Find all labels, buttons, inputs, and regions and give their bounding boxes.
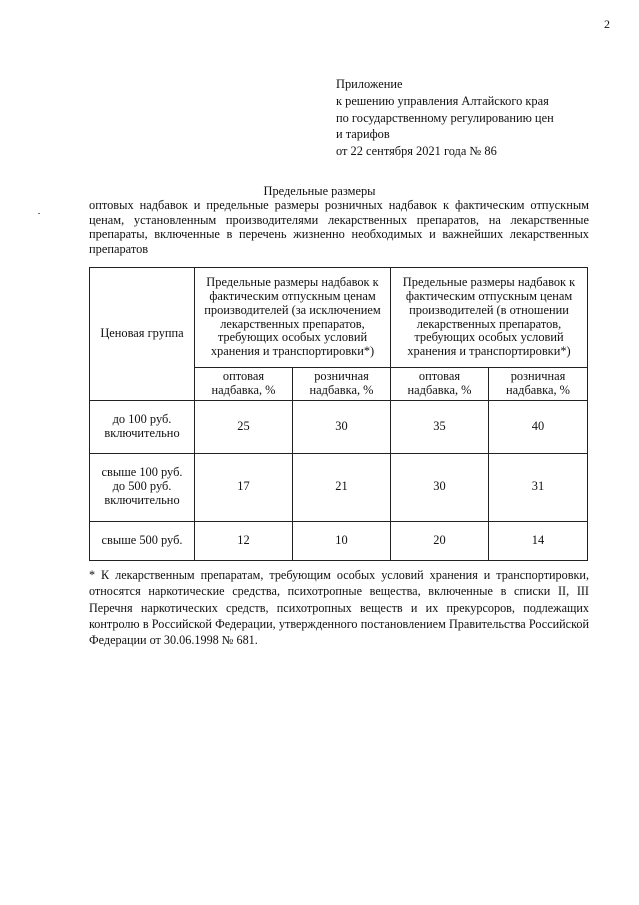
footnote: * К лекарственным препаратам, требующим особых условий хранения и транспортировки, относятся наркотические средства, психотропные вещества, включенные в списки II, III Перечня наркотических средств, психотропных веществ и их прекурсоров, подлежащих контролю в Российской Федерации, утвержденного постановлением Правительства Российской Федерации от 30.06.1998 № 681.	[89, 568, 589, 648]
value-cell: 30	[391, 453, 489, 521]
value-cell: 31	[489, 453, 588, 521]
header-wholesale-2: оптовая надбавка, %	[391, 368, 489, 401]
header-group-excluding-text: Предельные размеры надбавок к фактическим отпускным ценам производителей (за исключением лекарственных препаратов, требующих особых условий хранения и транспортировки*)	[204, 275, 381, 359]
value-cell: 30	[293, 400, 391, 453]
header-wholesale-1: оптовая надбавка, %	[195, 368, 293, 401]
value-cell: 25	[195, 400, 293, 453]
scan-speck	[38, 213, 40, 214]
page-number: 2	[604, 17, 610, 31]
header-retail-2: розничная надбавка, %	[489, 368, 588, 401]
value-cell: 17	[195, 453, 293, 521]
table-row	[90, 400, 588, 453]
header-group-special	[391, 268, 588, 368]
price-group-cell: свыше 100 руб. до 500 руб. включительно	[90, 453, 195, 521]
appendix-header	[336, 76, 554, 160]
table-row	[90, 521, 588, 560]
value-cell: 35	[391, 400, 489, 453]
value-cell: 21	[293, 453, 391, 521]
appendix-line: по государственному регулированию цен	[336, 110, 554, 125]
header-group-excluding	[195, 268, 391, 368]
markup-table	[89, 267, 588, 561]
price-group-cell: свыше 500 руб.	[90, 521, 195, 560]
price-group-cell: до 100 руб. включительно	[90, 400, 195, 453]
value-cell: 40	[489, 400, 588, 453]
header-price-group	[90, 268, 195, 401]
table-row	[90, 453, 588, 521]
value-cell: 14	[489, 521, 588, 560]
header-price-group-text: Ценовая группа	[100, 325, 184, 340]
appendix-line: Приложение	[336, 77, 403, 91]
value-cell: 10	[293, 521, 391, 560]
value-cell: 12	[195, 521, 293, 560]
appendix-line: и тарифов	[336, 127, 390, 142]
value-cell: 20	[391, 521, 489, 560]
appendix-line: от 22 сентября 2021 года № 86	[336, 144, 497, 159]
appendix-line: к решению управления Алтайского края	[336, 93, 549, 108]
document-title: Предельные размеры	[263, 184, 376, 198]
header-group-special-text: Предельные размеры надбавок к фактическим отпускным ценам производителей (в отношении лекарственных препаратов, требующих особых условий хранения и транспортировки*)	[402, 275, 576, 359]
document-subtitle: оптовых надбавок и предельные размеры розничных надбавок к фактическим отпускным ценам, установленным производителями лекарственных препаратов, на лекарственные препараты, включенные в перечень жизненно необходимых и важнейших лекарственных препаратов	[89, 198, 589, 256]
header-retail-1: розничная надбавка, %	[293, 368, 391, 401]
